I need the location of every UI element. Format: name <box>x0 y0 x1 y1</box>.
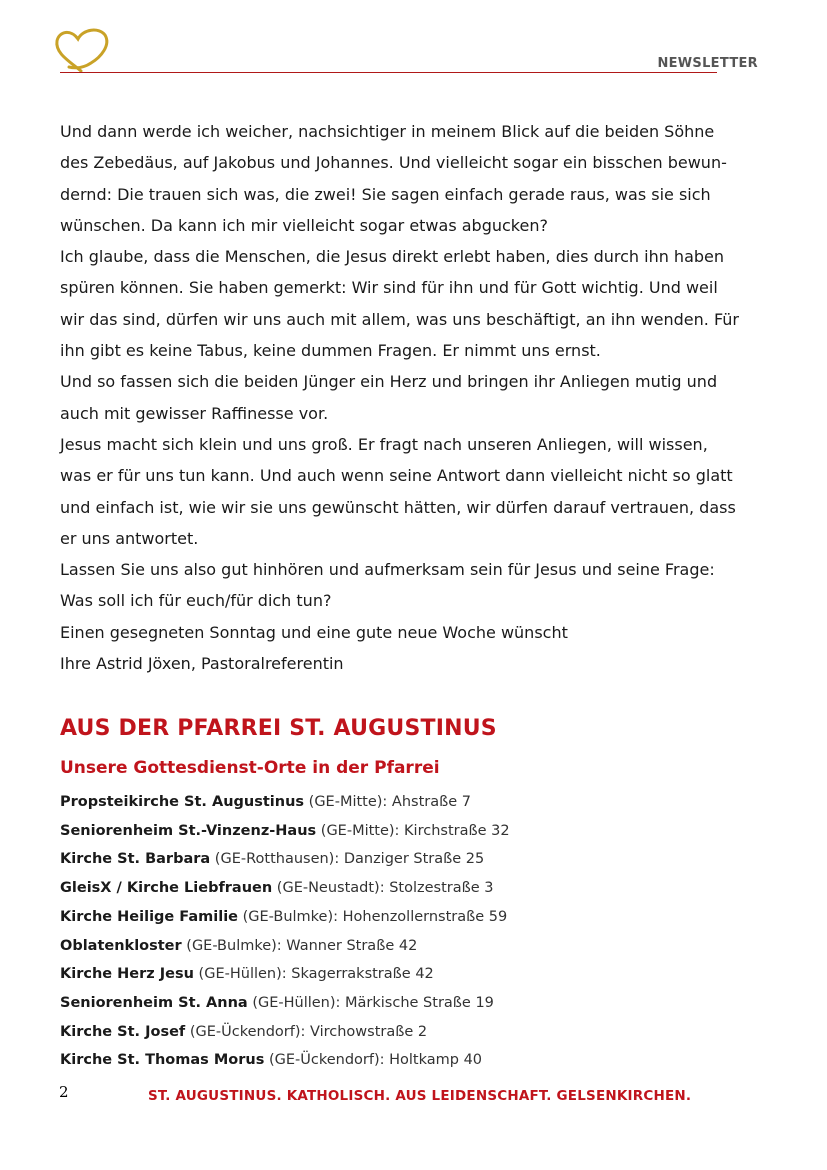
body-line: spüren können. Sie haben gemerkt: Wir sind für ihn und für Gott wichtig. Und weil <box>60 278 718 298</box>
place-address: (GE-Neustadt): Stolzestraße 3 <box>272 880 494 897</box>
place-item <box>60 932 760 961</box>
article-body <box>60 116 760 679</box>
body-line: Einen gesegneten Sonntag und eine gute neue Woche wünscht <box>60 622 568 642</box>
body-line: Lassen Sie uns also gut hinhören und aufmerksam sein für Jesus und seine Frage: <box>60 560 715 580</box>
body-line: Jesus macht sich klein und uns groß. Er fragt nach unseren Anliegen, will wissen, <box>60 434 708 454</box>
place-address: (GE-Ückendorf): Holtkamp 40 <box>264 1052 483 1069</box>
subsection-title: Unsere Gottesdienst-Orte in der Pfarrei <box>60 758 440 778</box>
body-line: er uns antwortet. <box>60 528 199 548</box>
place-name: Kirche St. Barbara <box>60 851 211 868</box>
place-item <box>60 817 760 846</box>
place-item <box>60 788 760 817</box>
place-item <box>60 960 760 989</box>
body-line: Und dann werde ich weicher, nachsichtiger in meinem Blick auf die beiden Söhne <box>60 122 715 141</box>
body-line: was er für uns tun kann. Und auch wenn seine Antwort dann vielleicht nicht so glatt <box>60 466 733 486</box>
place-item <box>60 845 760 874</box>
body-line: wir das sind, dürfen wir uns auch mit allem, was uns beschäftigt, an ihn wenden. Für <box>60 309 739 329</box>
worship-places-list <box>60 788 760 1075</box>
body-line: ihn gibt es keine Tabus, keine dummen Fragen. Er nimmt uns ernst. <box>60 341 601 361</box>
place-address: (GE-Bulmke): Wanner Straße 42 <box>181 937 418 954</box>
place-name: Seniorenheim St. Anna <box>60 994 248 1011</box>
place-item <box>60 874 760 903</box>
place-address: (GE-Hüllen): Skagerrakstraße 42 <box>193 966 434 983</box>
place-item <box>60 903 760 932</box>
place-address: (GE-Ückendorf): Virchowstraße 2 <box>185 1023 428 1040</box>
body-line: Und so fassen sich die beiden Jünger ein Herz und bringen ihr Anliegen mutig und <box>60 372 718 392</box>
body-line: Ihre Astrid Jöxen, Pastoralreferentin <box>60 654 344 674</box>
body-line: wünschen. Da kann ich mir vielleicht sogar etwas abgucken? <box>60 215 548 235</box>
place-address: (GE-Mitte): Ahstraße 7 <box>304 794 472 810</box>
place-name: Kirche St. Thomas Morus <box>60 1052 265 1069</box>
footer-motto: ST. AUGUSTINUS. KATHOLISCH. AUS LEIDENSCHAFT. GELSENKIRCHEN. <box>148 1088 692 1104</box>
place-name: Kirche Heilige Familie <box>60 908 238 925</box>
header-divider <box>60 72 717 73</box>
place-name: Propsteikirche St. Augustinus <box>60 794 305 810</box>
body-line: dernd: Die trauen sich was, die zwei! Sie sagen einfach gerade raus, was sie sich <box>60 184 711 204</box>
place-item <box>60 1018 760 1047</box>
place-item <box>60 1046 760 1075</box>
section-title: AUS DER PFARREI ST. AUGUSTINUS <box>60 716 497 741</box>
body-line: des Zebedäus, auf Jakobus und Johannes. Und vielleicht sogar ein bisschen bewun- <box>60 153 727 173</box>
place-name: Seniorenheim St.-Vinzenz-Haus <box>60 822 317 839</box>
place-address: (GE-Mitte): Kirchstraße 32 <box>316 822 510 839</box>
place-name: Kirche Herz Jesu <box>60 966 194 983</box>
body-line: auch mit gewisser Raffinesse vor. <box>60 403 329 423</box>
body-line: und einfach ist, wie wir sie uns gewünscht hätten, wir dürfen darauf vertrauen, dass <box>60 497 736 517</box>
page-number: 2 <box>59 1083 69 1101</box>
place-address: (GE-Bulmke): Hohenzollernstraße 59 <box>238 908 508 925</box>
heart-logo-icon <box>51 27 111 75</box>
body-line: Ich glaube, dass die Menschen, die Jesus direkt erlebt haben, dies durch ihn haben <box>60 247 725 267</box>
newsletter-label: NEWSLETTER <box>657 56 758 71</box>
place-name: Kirche St. Josef <box>60 1023 186 1040</box>
place-item <box>60 989 760 1018</box>
place-name: GleisX / Kirche Liebfrauen <box>60 880 273 897</box>
body-line: Was soll ich für euch/für dich tun? <box>60 591 332 611</box>
place-address: (GE-Rotthausen): Danziger Straße 25 <box>210 851 485 868</box>
place-name: Oblatenkloster <box>60 937 182 954</box>
place-address: (GE-Hüllen): Märkische Straße 19 <box>247 994 494 1011</box>
